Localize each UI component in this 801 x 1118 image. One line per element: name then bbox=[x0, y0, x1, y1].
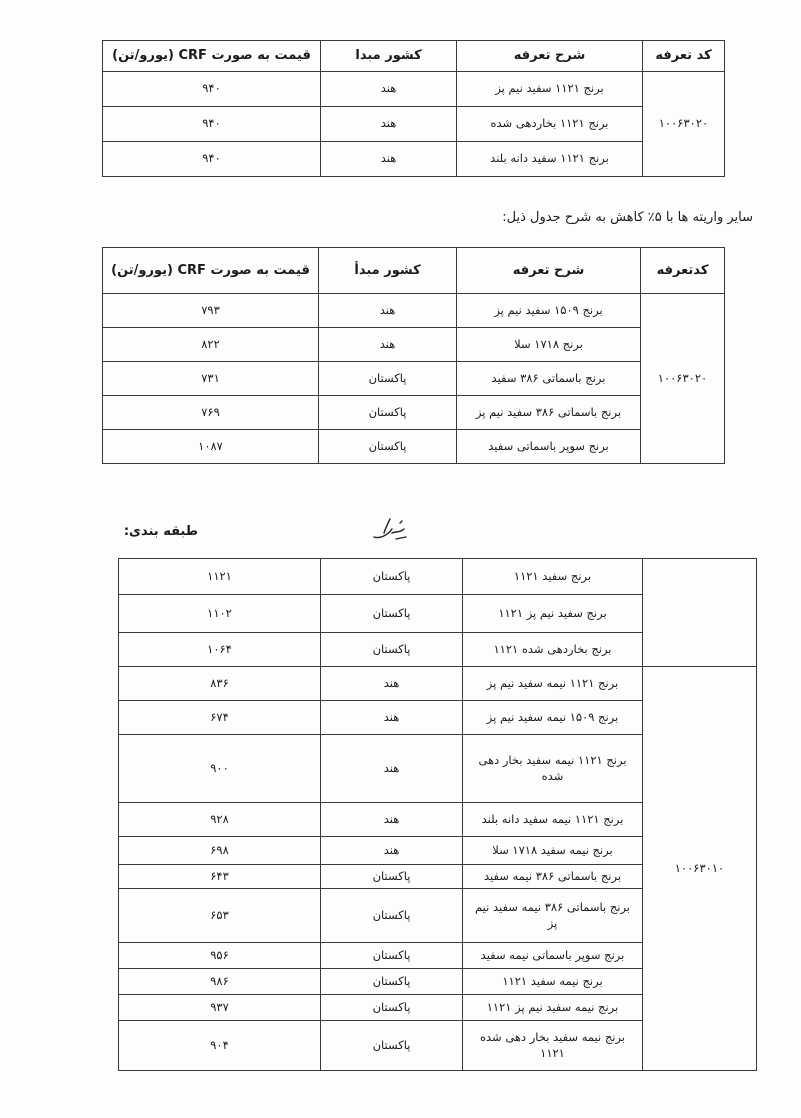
row-country: پاکستان bbox=[321, 865, 463, 889]
header-desc: شرح تعرفه bbox=[457, 248, 641, 294]
row-country: پاکستان bbox=[321, 1021, 463, 1071]
row-country: پاکستان bbox=[319, 396, 457, 430]
row-desc: برنج بخاردهی شده ۱۱۲۱ bbox=[463, 633, 643, 667]
row-country: پاکستان bbox=[321, 889, 463, 943]
row-country: هند bbox=[319, 328, 457, 362]
row-desc: برنج ۱۱۲۱ نیمه سفید نیم پز bbox=[463, 667, 643, 701]
row-price: ۱۱۰۲ bbox=[119, 595, 321, 633]
row-price: ۸۳۶ bbox=[119, 667, 321, 701]
row-price: ۹۰۴ bbox=[119, 1021, 321, 1071]
row-price: ۹۳۷ bbox=[119, 995, 321, 1021]
row-desc: برنج نیمه سفید بخار دهی شده ۱۱۲۱ bbox=[463, 1021, 643, 1071]
row-price: ۱۰۶۴ bbox=[119, 633, 321, 667]
row-desc: برنج ۱۵۰۹ نیمه سفید نیم پز bbox=[463, 701, 643, 735]
row-price: ۹۴۰ bbox=[103, 107, 321, 142]
header-price: قیمت به صورت CRF (یورو/تن) bbox=[103, 248, 319, 294]
row-desc: برنج نیمه سفید ۱۱۲۱ bbox=[463, 969, 643, 995]
row-country: پاکستان bbox=[321, 633, 463, 667]
row-desc: برنج باسماتی ۳۸۶ سفید نیم پز bbox=[457, 396, 641, 430]
header-country: کشور مبدا bbox=[321, 41, 457, 72]
row-desc: برنج سفید نیم پز ۱۱۲۱ bbox=[463, 595, 643, 633]
row-country: پاکستان bbox=[321, 559, 463, 595]
row-price: ۸۲۲ bbox=[103, 328, 319, 362]
row-price: ۹۴۰ bbox=[103, 142, 321, 177]
row-price: ۷۶۹ bbox=[103, 396, 319, 430]
header-price: قیمت به صورت CRF (یورو/تن) bbox=[103, 41, 321, 72]
row-desc: برنج ۱۱۲۱ سفید دانه بلند bbox=[457, 142, 643, 177]
row-price: ۶۷۴ bbox=[119, 701, 321, 735]
row-country: پاکستان bbox=[319, 362, 457, 396]
row-price: ۷۳۱ bbox=[103, 362, 319, 396]
row-desc: برنج باسماتی ۳۸۶ سفید bbox=[457, 362, 641, 396]
row-desc: برنج ۱۷۱۸ سلا bbox=[457, 328, 641, 362]
row-price: ۶۹۸ bbox=[119, 837, 321, 865]
row-desc: برنج ۱۱۲۱ سفید نیم پز bbox=[457, 72, 643, 107]
header-country: کشور مبدأ bbox=[319, 248, 457, 294]
tariff-code: ۱۰۰۶۳۰۱۰ bbox=[643, 667, 757, 1071]
price-table-1 bbox=[102, 40, 725, 177]
row-country: هند bbox=[321, 142, 457, 177]
row-desc: برنج ۱۱۲۱ بخاردهی شده bbox=[457, 107, 643, 142]
header-code: کد تعرفه bbox=[643, 41, 725, 72]
row-desc: برنج ۱۵۰۹ سفید نیم پز bbox=[457, 294, 641, 328]
price-table-3 bbox=[118, 558, 757, 1071]
row-desc: برنج نیمه سفید نیم پز ۱۱۲۱ bbox=[463, 995, 643, 1021]
row-price: ۹۴۰ bbox=[103, 72, 321, 107]
header-code: کدتعرفه bbox=[641, 248, 725, 294]
row-desc: برنج نیمه سفید ۱۷۱۸ سلا bbox=[463, 837, 643, 865]
row-country: پاکستان bbox=[319, 430, 457, 464]
price-table-2 bbox=[102, 247, 725, 464]
row-country: هند bbox=[321, 107, 457, 142]
row-desc: برنج باسماتی ۳۸۶ نیمه سفید bbox=[463, 865, 643, 889]
row-country: پاکستان bbox=[321, 969, 463, 995]
row-desc: برنج سفید ۱۱۲۱ bbox=[463, 559, 643, 595]
tariff-code-empty bbox=[643, 559, 757, 667]
row-country: هند bbox=[321, 701, 463, 735]
row-desc: برنج باسماتی ۳۸۶ نیمه سفید نیم پز bbox=[463, 889, 643, 943]
signature-mark bbox=[370, 515, 410, 545]
row-country: هند bbox=[321, 837, 463, 865]
row-price: ۷۹۳ bbox=[103, 294, 319, 328]
row-price: ۹۵۶ bbox=[119, 943, 321, 969]
tariff-code: ۱۰۰۶۳۰۲۰ bbox=[643, 72, 725, 177]
row-country: پاکستان bbox=[321, 943, 463, 969]
row-country: هند bbox=[321, 735, 463, 803]
row-desc: برنج ۱۱۲۱ نیمه سفید بخار دهی شده bbox=[463, 735, 643, 803]
row-price: ۱۱۲۱ bbox=[119, 559, 321, 595]
row-price: ۹۲۸ bbox=[119, 803, 321, 837]
tariff-code: ۱۰۰۶۳۰۲۰ bbox=[641, 294, 725, 464]
row-price: ۹۸۶ bbox=[119, 969, 321, 995]
row-country: هند bbox=[321, 667, 463, 701]
row-country: پاکستان bbox=[321, 995, 463, 1021]
header-desc: شرح تعرفه bbox=[457, 41, 643, 72]
note-classification: طبقه بندی: bbox=[123, 524, 198, 539]
row-country: هند bbox=[319, 294, 457, 328]
row-price: ۶۴۳ bbox=[119, 865, 321, 889]
row-desc: برنج سوپر باسماتی سفید bbox=[457, 430, 641, 464]
row-price: ۹۰۰ bbox=[119, 735, 321, 803]
row-country: هند bbox=[321, 72, 457, 107]
row-country: هند bbox=[321, 803, 463, 837]
row-desc: برنج ۱۱۲۱ نیمه سفید دانه بلند bbox=[463, 803, 643, 837]
row-price: ۶۵۳ bbox=[119, 889, 321, 943]
row-country: پاکستان bbox=[321, 595, 463, 633]
note-discount: سایر واریته ها با ۵٪ کاهش به شرح جدول ذیل: bbox=[502, 210, 753, 225]
row-price: ۱۰۸۷ bbox=[103, 430, 319, 464]
row-desc: برنج سوپر باسماتی نیمه سفید bbox=[463, 943, 643, 969]
